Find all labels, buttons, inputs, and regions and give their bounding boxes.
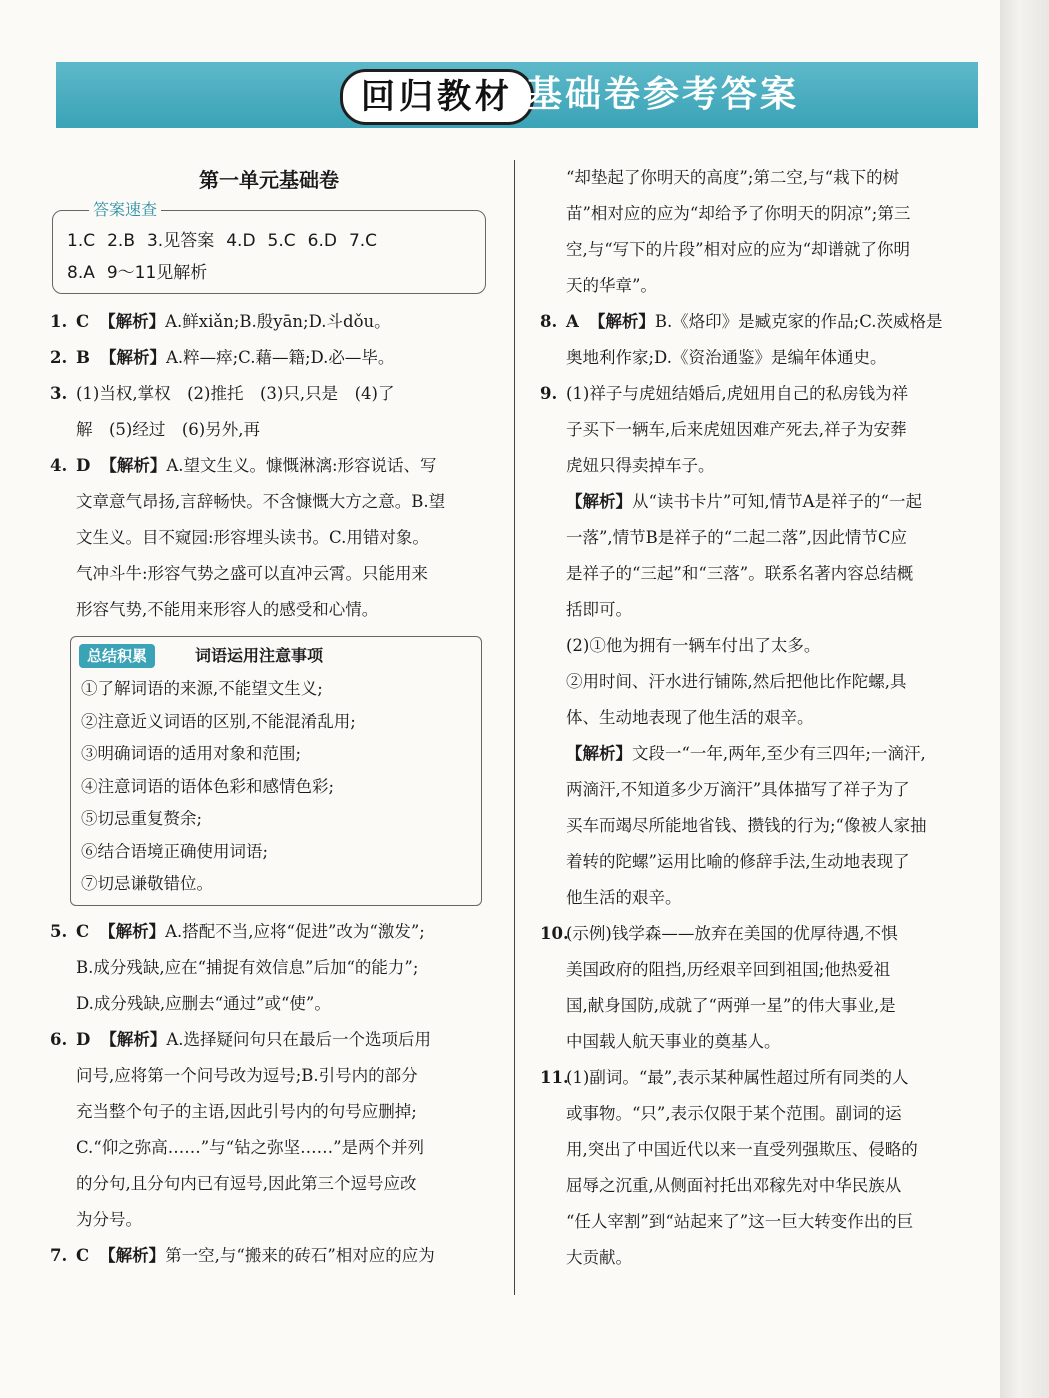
answer-line: [566, 1168, 980, 1204]
analysis-tag: 【解析】: [99, 312, 166, 331]
quick-answer: 6.D: [307, 231, 337, 251]
quick-answer: 5.C: [267, 231, 296, 251]
answer-line: [566, 304, 980, 340]
analysis-line: [566, 628, 980, 664]
answer-number: 11.: [540, 1068, 569, 1087]
answer-line: [566, 412, 980, 448]
answer-text: “任人宰割”到“站起来了”这一巨大转变作出的巨: [566, 1212, 914, 1231]
answer-line: [76, 484, 488, 520]
answer-text: A.搭配不当,应将“促进”改为“激发”;: [165, 921, 425, 941]
summary-line: ⑤切忌重复赘余;: [81, 809, 203, 828]
answer-number: 10.: [540, 924, 569, 943]
answer-line: [76, 1166, 488, 1202]
answer-line: [76, 1058, 488, 1094]
summary-box: [70, 636, 482, 906]
answer-text: B.《烙印》是臧克家的作品;C.茨威格是: [654, 312, 943, 331]
answer-text: A.粹—瘁;C.藉—籍;D.必—毕。: [165, 348, 395, 367]
answer-text: 从“读书卡片”可知,情节A是祥子的“一起: [632, 492, 922, 511]
quick-answer: 9～11见解析: [106, 263, 208, 283]
answer-line: 天的华章”。: [566, 276, 657, 295]
answer-text: 是祥子的“三起”和“三落”。联系名著内容总结概: [566, 564, 914, 583]
answer-text: (示例)钱学森——放弃在美国的优厚待遇,不惧: [566, 924, 898, 943]
unit-title: 第一单元基础卷: [199, 168, 339, 192]
answer-text: (1)副词。“最”,表示某种属性超过所有同类的人: [566, 1068, 909, 1087]
header-banner: [56, 62, 978, 128]
answer-item: [50, 448, 488, 628]
answer-line: [76, 1022, 488, 1058]
answer-line: [76, 950, 488, 986]
answer-line: [76, 340, 488, 376]
analysis-line: [566, 520, 980, 556]
answer-number: 3.: [50, 384, 68, 403]
quick-answer-tag: 答案速查: [89, 199, 161, 221]
analysis-tag: 【解析】: [588, 312, 655, 331]
quick-answer: 3.见答案: [146, 231, 215, 251]
summary-title: 词语运用注意事项: [195, 646, 324, 665]
summary-line: ②注意近义词语的区别,不能混淆乱用;: [81, 711, 356, 731]
answer-item: [50, 304, 488, 340]
answer-line: [76, 986, 488, 1022]
answer-line: [76, 376, 488, 412]
answer-text: 问号,应将第一个问号改为逗号;B.引号内的部分: [76, 1065, 418, 1085]
right-answer-list: [540, 304, 980, 484]
answer-line: [76, 1130, 488, 1166]
answer-choice: C: [76, 1245, 90, 1265]
answer-line: [76, 412, 488, 448]
answer-text: 用,突出了中国近代以来一直受列强欺压、侵略的: [566, 1140, 918, 1159]
answer-line: [566, 1024, 980, 1060]
right-column: [540, 160, 980, 1276]
answer-text: 屈辱之沉重,从侧面衬托出邓稼先对中华民族从: [566, 1176, 902, 1195]
quick-answer: 7.C: [348, 231, 378, 251]
answer-line: [566, 1096, 980, 1132]
summary-line: ⑥结合语境正确使用词语;: [81, 841, 269, 861]
answer-text: 中国载人航天事业的奠基人。: [566, 1032, 781, 1051]
answer-line: [76, 448, 488, 484]
answer-item: [50, 914, 488, 1022]
answer-choice: D: [76, 456, 91, 475]
answer-number: 5.: [50, 921, 68, 941]
answer-line: [76, 592, 488, 628]
answer-text: 他生活的艰辛。: [566, 888, 682, 907]
answer-text: 括即可。: [566, 600, 632, 619]
analysis-line: [566, 556, 980, 592]
quick-answer-line-2: [67, 257, 473, 289]
answer-item: [540, 1060, 980, 1276]
answer-choice: A: [566, 312, 579, 331]
answer-text: 形容气势,不能用来形容人的感受和心情。: [76, 600, 379, 619]
answer-number: 8.: [540, 312, 558, 331]
answer-line: [76, 304, 488, 340]
answer-item: [50, 376, 488, 448]
answer-text: 体、生动地表现了他生活的艰辛。: [566, 708, 814, 727]
analysis-line: [566, 880, 980, 916]
answer-line: [76, 914, 488, 950]
answer-text: 充当整个句子的主语,因此引号内的句号应删掉;: [76, 1101, 417, 1121]
answer-text: 着转的陀螺”运用比喻的修辞手法,生动地表现了: [566, 852, 910, 871]
quick-answer-line-1: [67, 225, 473, 257]
answer-number: 7.: [50, 1245, 68, 1265]
answer-text: (1)当权,掌权 (2)推托 (3)只,只是 (4)了: [76, 384, 395, 403]
answer-line: [76, 1238, 488, 1274]
answer-text: 两滴汗,不知道多少万滴汗”具体描写了祥子为了: [566, 780, 910, 799]
analysis-line: [566, 736, 980, 772]
answer-text: (2)①他为拥有一辆车付出了太多。: [566, 636, 821, 655]
answer-choice: D: [76, 1029, 91, 1049]
summary-list: [79, 673, 473, 901]
analysis-line: [566, 844, 980, 880]
analysis-tag: 【解析】: [100, 456, 167, 475]
answer-text: 气冲斗牛:形容气势之盛可以直冲云霄。只能用来: [76, 564, 429, 583]
answer-text: 虎妞只得卖掉车子。: [566, 456, 715, 475]
answer-line: [566, 1204, 980, 1240]
answer-line: [566, 376, 980, 412]
answer-line: 苗”相对应的应为“却给予了你明天的阴凉”;第三: [566, 204, 911, 223]
banner-right-label: 基础卷参考答案: [526, 74, 800, 115]
answer-line: [76, 556, 488, 592]
analysis-line: [566, 664, 980, 700]
answer-text: 国,献身国防,成就了“两弹一星”的伟大事业,是: [566, 996, 896, 1015]
answer-item: [50, 340, 488, 376]
answer-line: [566, 340, 980, 376]
answer-number: 9.: [540, 384, 558, 403]
summary-tag: 总结积累: [79, 644, 155, 668]
answer-line: [566, 916, 980, 952]
right-answer-list-2: [540, 916, 980, 1276]
answer-text: A.望文生义。慷慨淋漓:形容说话、写: [166, 456, 437, 475]
answer-line: [566, 1060, 980, 1096]
answer-number: 1.: [50, 312, 68, 331]
answer-text: 为分号。: [76, 1209, 142, 1229]
quick-answer: 1.C: [67, 231, 96, 251]
answer-text: ②用时间、汗水进行铺陈,然后把他比作陀螺,具: [566, 672, 907, 691]
answer-text: A.选择疑问句只在最后一个选项后用: [166, 1029, 431, 1049]
answer-text: 的分句,且分句内已有逗号,因此第三个逗号应改: [76, 1173, 417, 1193]
answer-text: 文生义。目不窥园:形容埋头读书。C.用错对象。: [76, 528, 429, 547]
analysis-tag: 【解析】: [99, 1245, 166, 1265]
summary-line: ③明确词语的适用对象和范围;: [81, 744, 302, 763]
answer-text: 文章意气昂扬,言辞畅快。不含慷慨大方之意。B.望: [76, 492, 446, 511]
analysis-line: [566, 592, 980, 628]
analysis-line: [566, 484, 980, 520]
answer-text: 一落”,情节B是祥子的“二起二落”,因此情节C应: [566, 528, 908, 547]
answer-line: [76, 520, 488, 556]
answer-text: 第一空,与“搬来的砖石”相对应的应为: [165, 1245, 435, 1265]
answer-text: 或事物。“只”,表示仅限于某个范围。副词的运: [566, 1104, 902, 1123]
answer-line: “却垫起了你明天的高度”;第二空,与“栽下的树: [566, 168, 900, 187]
answer-text: 解 (5)经过 (6)另外,再: [76, 420, 260, 439]
analysis-tag: 【解析】: [566, 492, 632, 511]
left-answer-list-2: [50, 914, 488, 1274]
analysis-tag: 【解析】: [566, 744, 632, 763]
summary-line: ⑦切忌谦敬错位。: [81, 874, 213, 893]
continued-answer: [540, 160, 980, 304]
banner-left-label: 回归教材: [340, 69, 534, 125]
quick-answer: 8.A: [67, 263, 95, 283]
answer-choice: C: [76, 312, 90, 331]
analysis-line: [566, 700, 980, 736]
answer-line: [566, 1132, 980, 1168]
summary-line: ①了解词语的来源,不能望文生义;: [81, 679, 323, 698]
answer-line: [76, 1094, 488, 1130]
answer-text: A.鲜xiǎn;B.殷yān;D.斗dǒu。: [165, 312, 391, 331]
answer-text: 子买下一辆车,后来虎妞因难产死去,祥子为安葬: [566, 420, 907, 439]
analysis-tag: 【解析】: [99, 921, 166, 941]
answer-line: [566, 448, 980, 484]
answer-item: [540, 376, 980, 484]
answer-line: [566, 952, 980, 988]
answer-text: 奥地利作家;D.《资治通鉴》是编年体通史。: [566, 348, 887, 367]
answer-text: (1)祥子与虎妞结婚后,虎妞用自己的私房钱为祥: [566, 384, 909, 403]
summary-header: [79, 639, 473, 673]
answer-choice: B: [76, 348, 90, 367]
answer-item: [50, 1238, 488, 1274]
answer-number: 6.: [50, 1029, 68, 1049]
quick-answer-box: [52, 200, 486, 294]
answer-item: [540, 304, 980, 376]
answer-line: 空,与“写下的片段”相对应的应为“却谱就了你明: [566, 240, 911, 259]
answer-item: [540, 916, 980, 1060]
analysis-tag: 【解析】: [100, 1029, 167, 1049]
analysis-line: [566, 772, 980, 808]
analysis-tag: 【解析】: [99, 348, 166, 367]
answer-line: [566, 1240, 980, 1276]
quick-answer: 2.B: [107, 231, 135, 251]
answer-text: 美国政府的阻挡,历经艰辛回到祖国;他热爱祖: [566, 960, 891, 979]
answer-number: 2.: [50, 348, 68, 367]
right-analysis-list: [540, 484, 980, 916]
left-column: [50, 160, 488, 1274]
answer-text: D.成分残缺,应删去“通过”或“使”。: [76, 993, 331, 1013]
analysis-line: [566, 808, 980, 844]
answer-item: [50, 1022, 488, 1238]
answer-text: 文段一“一年,两年,至少有三四年;一滴汗,: [632, 744, 926, 763]
answer-text: C.“仰之弥高……”与“钻之弥坚……”是两个并列: [76, 1137, 425, 1157]
answer-line: [76, 1202, 488, 1238]
answer-choice: C: [76, 921, 90, 941]
answer-number: 4.: [50, 456, 68, 475]
answer-line: [566, 988, 980, 1024]
book-edge: [1000, 0, 1049, 1398]
answer-text: 大贡献。: [566, 1248, 632, 1267]
summary-line: ④注意词语的语体色彩和感情色彩;: [81, 776, 335, 796]
answer-text: 买车而竭尽所能地省钱、攒钱的行为;“像被人家抽: [566, 816, 927, 835]
left-answer-list: [50, 304, 488, 628]
answer-text: B.成分残缺,应在“捕捉有效信息”后加“的能力”;: [76, 957, 419, 977]
column-divider: [514, 160, 515, 1295]
quick-answer: 4.D: [226, 231, 256, 251]
